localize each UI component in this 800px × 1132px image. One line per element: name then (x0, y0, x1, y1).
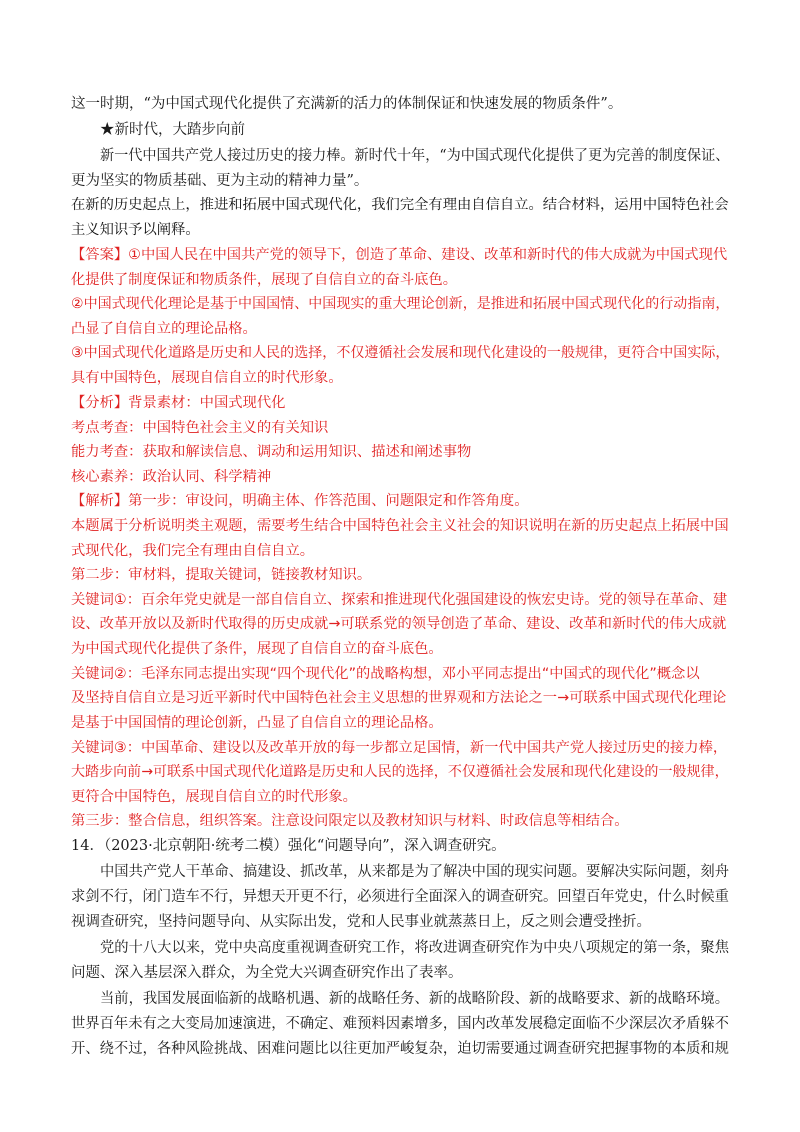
material-text-line: 当前，我国发展面临新的战略机遇、新的战略任务、新的战略阶段、新的战略要求、新的战略环境。 (100, 991, 730, 1007)
explanation-line: 及坚持自信自立是习近平新时代中国特色社会主义思想的世界观和方法论之一→可联系中国式现代化理论 (71, 690, 727, 706)
explanation-line: 关键词③：中国革命、建设以及改革开放的每一步都立足国情，新一代中国共产党人接过历史的接力棒， (71, 740, 728, 756)
analysis-line: 考点考查：中国特色社会主义的有关知识 (71, 420, 329, 436)
material-text-line: 更为坚实的物质基础、更为主动的精神力量”。 (71, 173, 369, 189)
answer-line: ③中国式现代化道路是历史和人民的选择，不仅遵循社会发展和现代化建设的一般规律，更符合中国实际， (71, 345, 730, 361)
material-text-line: 中国共产党人干革命、搞建设、抓改革，从来都是为了解决中国的现实问题。要解决实际问题，刻舟 (100, 864, 730, 880)
explanation-line: 第三步：整合信息，组织答案。注意设问限定以及教材知识与材料、时政信息等相结合。 (71, 813, 629, 829)
explanation-line: 设、改革开放以及新时代取得的历史成就→可联系党的领导创造了革命、建设、改革和新时代的伟大成就 (71, 616, 727, 632)
explanation-line: 是基于中国国情的理论创新，凸显了自信自立的理论品格。 (71, 715, 443, 731)
explanation-line: 为中国式现代化提供了条件，展现了自信自立的奋斗底色。 (71, 641, 443, 657)
explanation-line: 更符合中国特色，展现自信自立的时代形象。 (71, 789, 357, 805)
material-text-line: 这一时期，“为中国式现代化提供了充满新的活力的体制保证和快速发展的物质条件”。 (71, 96, 623, 112)
answer-line: 具有中国特色，展现自信自立的时代形象。 (71, 370, 343, 386)
material-text-line: 视调查研究，坚持问题导向、从实际出发，党和人民事业就蒸蒸日上，反之则会遭受挫折。 (71, 914, 651, 930)
analysis-line: 核心素养：政治认同、科学精神 (71, 469, 272, 485)
answer-line: ②中国式现代化理论是基于中国国情、中国现实的重大理论创新，是推进和拓展中国式现代化的行动指南， (71, 296, 730, 312)
explanation-line: 大踏步向前→可联系中国式现代化道路是历史和人民的选择，不仅遵循社会发展和现代化建设的一般规律， (71, 764, 729, 780)
answer-line: 化提供了制度保证和物质条件，展现了自信自立的奋斗底色。 (71, 272, 458, 288)
analysis-line: 能力考查：获取和解读信息、调动和运用知识、描述和阐述事物 (71, 444, 472, 460)
explanation-line: 关键词②：毛泽东同志提出实现“四个现代化”的战略构想，邓小平同志提出“中国式的现代化”概念以 (71, 666, 700, 682)
explanation-line: 关键词①：百余年党史就是一部自信自立、探索和推进现代化强国建设的恢宏史诗。党的领导在革命、建 (71, 592, 728, 608)
explanation-line: 式现代化，我们完全有理由自信自立。 (71, 543, 315, 559)
explanation-line: 第二步：审材料，提取关键词，链接教材知识。 (71, 567, 372, 583)
material-text-line: 问题、深入基层深入群众，为全党大兴调查研究作出了表率。 (71, 965, 463, 981)
question-14-heading: 14．（2023·北京朝阳·统考二模）强化“问题导向”，深入调查研究。 (71, 838, 506, 854)
material-subheading: ★新时代，大踏步向前 (100, 122, 245, 138)
analysis-line: 【分析】背景素材：中国式现代化 (71, 395, 286, 411)
question-text-line: 在新的历史起点上，推进和拓展中国式现代化，我们完全有理由自信自立。结合材料，运用中国特色社会 (71, 197, 729, 213)
material-text-line: 党的十八大以来，党中央高度重视调查研究工作，将改进调查研究作为中央八项规定的第一条，聚焦 (100, 940, 730, 956)
explanation-line: 【解析】第一步：审设问，明确主体、作答范围、问题限定和作答角度。 (71, 493, 529, 509)
material-text-line: 求剑不行，闭门造车不行，异想天开更不行，必须进行全面深入的调查研究。回望百年党史，什么时候重 (71, 889, 729, 905)
material-text-line: 世界百年未有之大变局加速演进，不确定、难预料因素增多，国内改革发展稳定面临不少深层次矛盾躲不 (71, 1016, 729, 1032)
explanation-line: 本题属于分析说明类主观题，需要考生结合中国特色社会主义社会的知识说明在新的历史起点上拓展中国 (71, 518, 729, 534)
answer-line: 【答案】①中国人民在中国共产党的领导下，创造了革命、建设、改革和新时代的伟大成就为中国式现代 (71, 247, 728, 263)
material-text-line: 新一代中国共产党人接过历史的接力棒。新时代十年，“为中国式现代化提供了更为完善的制度保证、 (100, 148, 730, 164)
answer-line: 凸显了自信自立的理论品格。 (71, 321, 257, 337)
question-text-line: 主义知识予以阐释。 (71, 222, 200, 238)
material-text-line: 开、绕不过，各种风险挑战、困难问题比以往更加严峻复杂，迫切需要通过调查研究把握事物的本质和规 (71, 1041, 729, 1057)
